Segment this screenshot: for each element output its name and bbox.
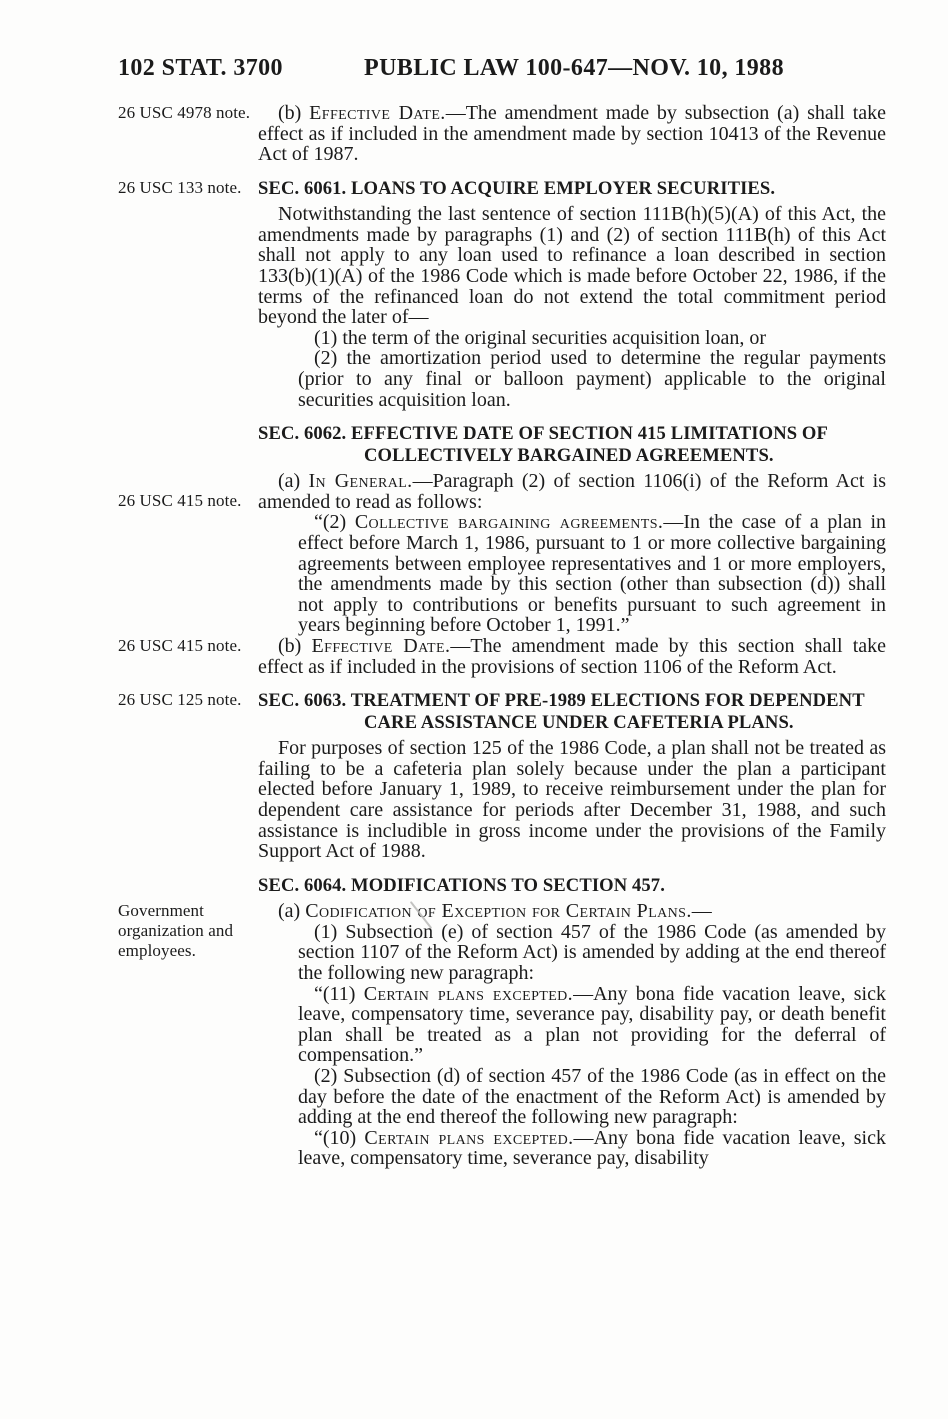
margin-note-26-usc-133: 26 USC 133 note. [118, 177, 242, 197]
section-heading-6064: SEC. 6064. MODIFICATIONS TO SECTION 457. [258, 874, 665, 896]
paragraph-6064-item-2: (2) Subsection (d) of section 457 of the 1986 Code (as in effect on the day before the date of the enactment of the Reform Act) is amended by adding at the end thereof the following new paragraph: [298, 1064, 886, 1129]
paragraph-6064-item-1: (1) Subsection (e) of section 457 of the 1986 Code (as amended by section 1107 of the Reform Act) is amended by adding at the end thereof the following new paragraph: [298, 920, 886, 984]
section-heading-6063: SEC. 6063. TREATMENT OF PRE-1989 ELECTIONS FOR DEPENDENT CARE ASSISTANCE UNDER CAFETERIA PLANS. [258, 690, 865, 733]
paragraph-6063: For purposes of section 125 of the 1986 Code, a plan shall not be treated as failing to be a cafeteria plan solely because under the plan a participant elected before January 1, 1989, to receive reimbursement under the plan for dependent care assistance for periods after December 31, 1988, and such assistance is includible in gross income under the provisions of the Family Support Act of 1988. [258, 737, 886, 863]
margin-note-26-usc-4978: 26 USC 4978 note. [118, 103, 251, 122]
margin-note-26-usc-125: 26 USC 125 note. [118, 690, 242, 710]
paragraph-6061-item-2: (2) the amortization period used to determine the regular payments (prior to any final or balloon payment) applicable to the original securities acquisition loan. [298, 347, 886, 411]
paragraph-6062-quote-2: “(2) Collective bargaining agreements.—In the case of a plan in effect before March 1, 1986, pursuant to 1 or more collective bargaining agreements between employee representatives and 1 or more employers, the amendments made by this section (other than subsection (d)) shall not apply to contributions or benefits pursuant to such agreement in years beginning before October 1, 1991.” [298, 511, 886, 637]
block-sec-6064-body [0, 901, 948, 1169]
body-column [258, 901, 886, 1169]
section-heading-6062: SEC. 6062. EFFECTIVE DATE OF SECTION 415 LIMITATIONS OF COLLECTIVELY BARGAINED AGREEMENTS. [258, 423, 828, 466]
paragraph-effective-date-b: (b) Effective Date.—The amendment made by subsection (a) shall take effect as if included in the amendment made by section 10413 of the Revenue Act of 1987. [258, 102, 887, 166]
stat-page-number: 102 STAT. 3700 [118, 55, 283, 81]
paragraph-6061-intro: Notwithstanding the last sentence of section 111B(h)(5)(A) of this Act, the amendments made by paragraphs (1) and (2) of section 111B(h) of this Act shall not apply to any loan used to refinance a loan described in section 133(b)(1)(A) of the 1986 Code which is made before October 22, 1986, if the terms of the refinanced loan do not extend the total commitment period beyond the later of— [258, 203, 886, 329]
paragraph-6061-item-1: (1) the term of the original securities acquisition loan, or [314, 326, 767, 349]
margin-note-government-organization: Government organization and employees. [118, 901, 234, 961]
paragraph-6062-a: (a) In General.—Paragraph (2) of section 1106(i) of the Reform Act is amended to read as follows: [258, 470, 887, 513]
running-head [0, 0, 948, 85]
block-sec-6062-b [0, 636, 948, 677]
block-sec-6062-heading [0, 423, 948, 466]
paragraph-6064-quote-10: “(10) Certain plans excepted.—Any bona fide vacation leave, sick leave, compensatory time, severance pay, disability [298, 1126, 886, 1170]
block-effective-date-4978 [0, 103, 948, 165]
page-content [0, 103, 948, 1169]
body-column [258, 636, 886, 677]
block-sec-6063 [0, 690, 948, 862]
paragraph-6064-quote-11: “(11) Certain plans excepted.—Any bona fide vacation leave, sick leave, compensatory time, severance pay, disability pay, or death benefit plan shall be treated as a plan not providing for the deferral of compensation.” [298, 982, 886, 1067]
paragraph-6062-b: (b) Effective Date.—The amendment made by this section shall take effect as if included in the provisions of section 1106 of the Reform Act. [258, 634, 886, 678]
block-sec-6062-a [0, 471, 948, 636]
margin-note-26-usc-415-b: 26 USC 415 note. [118, 635, 242, 655]
body-column [258, 471, 886, 636]
body-column [258, 178, 886, 410]
margin-note-26-usc-415-a: 26 USC 415 note. [118, 491, 242, 511]
body-column [258, 875, 886, 897]
body-column [258, 690, 886, 862]
body-column [258, 103, 886, 165]
section-heading-6061: SEC. 6061. LOANS TO ACQUIRE EMPLOYER SECURITIES. [258, 177, 776, 199]
block-sec-6064-heading [0, 875, 948, 897]
paragraph-6064-a: (a) Codification of Exception for Certain Plans.— [278, 900, 712, 923]
public-law-heading: PUBLIC LAW 100-647—NOV. 10, 1988 [364, 55, 784, 81]
block-sec-6061 [0, 178, 948, 410]
body-column [258, 423, 886, 466]
